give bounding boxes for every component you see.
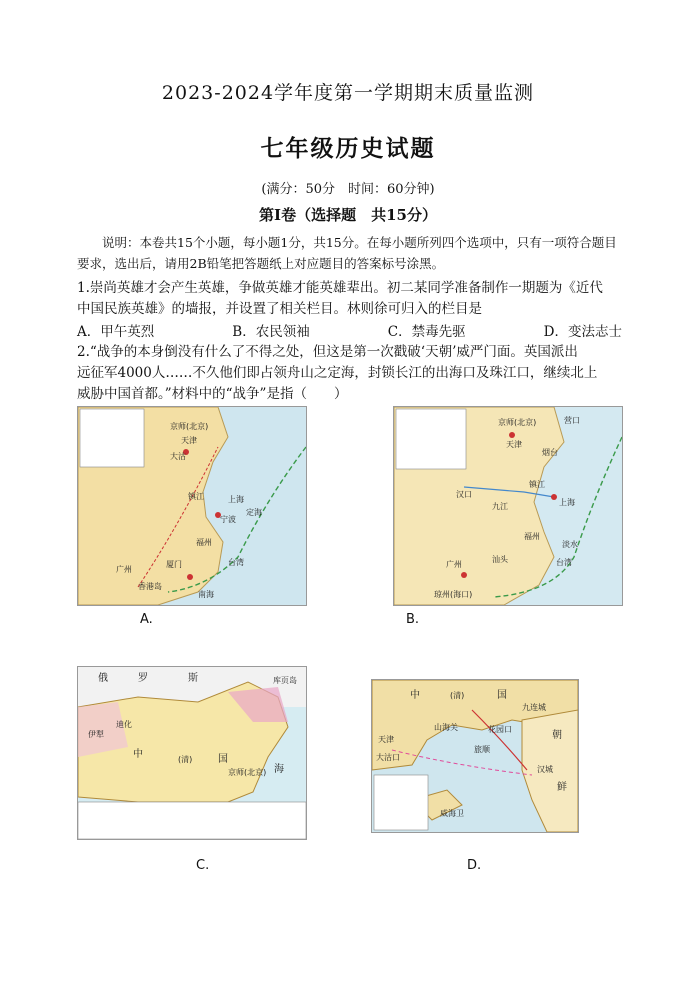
map-c-label-luo: 罗	[138, 673, 148, 684]
map-b-label-taiwan: 台湾	[556, 558, 572, 567]
map-c-label-capital: 京师(北京)	[228, 768, 267, 777]
q2-line3: 威胁中国首都。”材料中的“战争”是指（ ）	[77, 386, 348, 402]
map-a-caption: A.	[140, 612, 153, 627]
map-b	[393, 406, 623, 606]
q1-options	[77, 320, 622, 340]
option-b: B．农民领袖	[232, 324, 310, 340]
map-d-label-jiulian: 九连城	[522, 703, 546, 712]
map-b-label-guangzhou: 广州	[446, 560, 462, 569]
map-a-label-ningbo: 宁波	[220, 515, 236, 524]
map-d-label-zhong: 中	[410, 690, 420, 701]
map-d-label-qing: (清)	[450, 691, 465, 700]
map-b-label-hankou: 汉口	[456, 490, 472, 499]
option-d: D．变法志士	[543, 324, 622, 340]
map-b-label-tianjin: 天津	[506, 440, 522, 449]
map-c-caption: C.	[196, 858, 210, 873]
map-a-label-taiwan: 台湾	[228, 558, 244, 567]
option-a: A．甲午英烈	[77, 324, 155, 340]
map-b-label-shantou: 汕头	[492, 555, 508, 564]
map-c-label-e: 俄	[98, 673, 108, 684]
q2-line1: 2.“战争的本身倒没有什么了不得之处，但这是第一次戳破‘天朝’威严门面。英国派出	[77, 344, 578, 360]
map-b-label-danshui: 淡水	[562, 540, 578, 549]
q1-line1: 1.崇尚英雄才会产生英雄，争做英雄才能英雄辈出。初二某同学准备制作一期题为《近代	[77, 280, 603, 296]
map-a-label-dagu: 大沽	[170, 452, 186, 461]
map-d-label-chao: 朝	[552, 730, 562, 741]
map-b-label-capital: 京师(北京)	[498, 418, 537, 427]
map-c	[77, 666, 307, 840]
map-c-label-zhong: 中	[133, 749, 143, 760]
map-c-graphic	[78, 667, 306, 839]
map-c-label-yili: 伊犁	[88, 730, 104, 739]
map-d-label-xian: 鲜	[557, 782, 567, 793]
map-c-label-kuye: 库页岛	[273, 676, 297, 685]
exam-info: (满分：50分 时间：60分钟)	[261, 182, 435, 197]
map-d-caption: D.	[467, 858, 482, 873]
map-a-label-shanghai: 上海	[228, 495, 244, 504]
map-d-label-shanhaiguan: 山海关	[434, 723, 458, 732]
map-d-label-hancheng: 汉城	[537, 765, 553, 774]
map-d-label-tianjin: 天津	[378, 735, 394, 744]
map-b-label-yantai: 烟台	[542, 448, 558, 457]
map-c-label-dihua: 迪化	[116, 720, 132, 729]
map-b-label-jiujiang: 九江	[492, 502, 508, 511]
map-a-label-zhenjiang: 镇江	[188, 492, 204, 501]
subject-title: 七年级历史试题	[260, 135, 436, 162]
map-c-label-guo: 国	[218, 754, 228, 765]
exam-title: 2023-2024学年度第一学期期末质量监测	[161, 82, 535, 104]
map-a-label-nanhai: 南海	[198, 590, 214, 599]
map-a-graphic	[78, 407, 306, 605]
map-a-label-fuzhou: 福州	[196, 538, 212, 547]
map-d	[371, 679, 579, 833]
map-a	[77, 406, 307, 606]
map-c-label-hai: 海	[274, 764, 284, 775]
map-a-label-xiamen: 厦门	[166, 560, 182, 569]
map-d-graphic	[372, 680, 578, 832]
instructions: 说明：本卷共15个小题，每小题1分，共15分。在每小题所列四个选项中，只有一项符合题目要求，选出后，请用2B铅笔把答题纸上对应题目的答案标号涂黑。	[77, 235, 617, 271]
map-a-label-tianjin: 天津	[181, 436, 197, 445]
q1-line2: 中国民族英雄》的墙报，并设置了相关栏目。林则徐可归入的栏目是	[77, 301, 482, 317]
map-a-label-dinghai: 定海	[246, 508, 262, 517]
map-b-caption: B.	[406, 612, 420, 627]
map-a-label-guangzhou: 广州	[116, 565, 132, 574]
section-title: 第Ⅰ卷（选择题 共15分）	[259, 206, 437, 224]
map-b-label-qiongzhou: 琼州(海口)	[434, 590, 473, 599]
map-c-label-si: 斯	[188, 673, 198, 684]
map-a-label-hongkong: 香港岛	[138, 582, 162, 591]
map-a-label-capital: 京师(北京)	[170, 422, 209, 431]
map-c-label-qing: (清)	[178, 755, 193, 764]
map-b-label-yingkou: 营口	[564, 416, 580, 425]
map-b-label-shanghai: 上海	[559, 498, 575, 507]
map-d-label-huayuankou: 花园口	[488, 725, 512, 734]
map-d-label-guo: 国	[497, 690, 507, 701]
map-b-label-zhenjiang: 镇江	[529, 480, 545, 489]
map-b-label-fuzhou: 福州	[524, 532, 540, 541]
option-c: C．禁毒先驱	[387, 324, 466, 340]
map-d-label-dagukou: 大沽口	[376, 753, 400, 762]
map-d-label-weihaiwei: 威海卫	[440, 809, 464, 818]
map-d-label-lushun: 旅顺	[474, 745, 490, 754]
q2-line2: 远征军4000人……不久他们即占领舟山之定海，封锁长江的出海口及珠江口，继续北上	[77, 365, 598, 381]
map-b-graphic	[394, 407, 622, 605]
